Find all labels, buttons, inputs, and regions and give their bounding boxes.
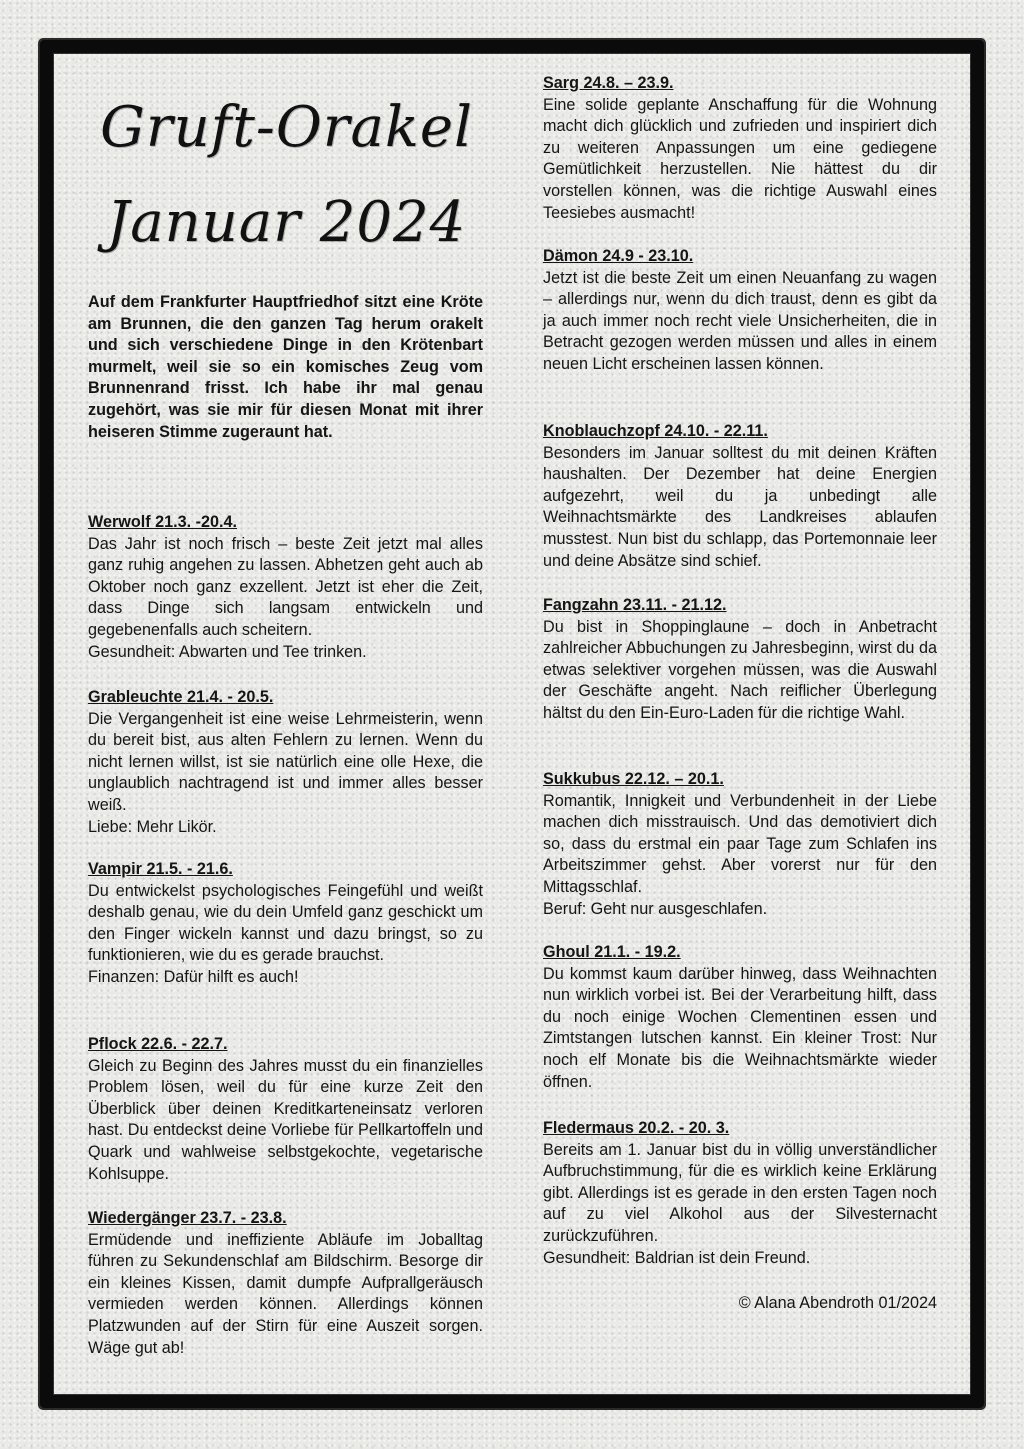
horoscope-sarg (543, 73, 937, 224)
horoscope-daemon (543, 246, 937, 376)
section-text: Besonders im Januar solltest du mit deinen Kräften haushalten. Der Dezember hat deine Energien aufgezehrt, weil du ja unbedingt alle Weihnachtsmärkte des Landkreises ablaufen musstest. Nun bist du schlapp, das Portemonnaie leer und deine Absätze sind schief. (543, 443, 937, 570)
section-heading: Werwolf 21.3. -20.4. (88, 513, 238, 531)
horoscope-werwolf (88, 512, 483, 663)
section-heading: Sukkubus 22.12. – 20.1. (543, 770, 724, 788)
title-line-1: Gruft-Orakel (100, 95, 473, 160)
section-heading: Wiedergänger 23.7. - 23.8. (88, 1209, 287, 1227)
horoscope-vampir (88, 859, 483, 989)
horoscope-pflock (88, 1034, 483, 1185)
title-line-2: Januar 2024 (106, 190, 467, 255)
horoscope-fangzahn (543, 595, 937, 725)
horoscope-ghoul (543, 942, 937, 1093)
section-heading: Ghoul 21.1. - 19.2. (543, 943, 681, 961)
section-heading: Vampir 21.5. - 21.6. (88, 860, 233, 878)
horoscope-fledermaus (543, 1118, 937, 1269)
section-heading: Sarg 24.8. – 23.9. (543, 74, 674, 92)
section-heading: Grableuchte 21.4. - 20.5. (88, 688, 274, 706)
section-text: Du entwickelst psychologisches Feingefühl und weißt deshalb genau, wie du dein Umfeld ganz geschickt um den Finger wickeln kannst und dazu bringst, so zu funktionieren, wie du es gerade brauchst. (88, 881, 483, 965)
horoscope-grableuchte (88, 687, 483, 838)
section-extra: Gesundheit: Abwarten und Tee trinken. (88, 642, 367, 661)
intro-text: Auf dem Frankfurter Hauptfriedhof sitzt eine Kröte am Brunnen, die den ganzen Tag herum orakelt und sich verschiedene Dinge in den Krötenbart murmelt, weil sie so ein komisches Zeug vom Brunnenrand frisst. Ich habe ihr mal genau zugehört, was sie mir für diesen Monat mit ihrer heiseren Stimme zugeraunt hat. (88, 293, 483, 441)
section-heading: Fangzahn 23.11. - 21.12. (543, 596, 727, 614)
section-text: Romantik, Innigkeit und Verbundenheit in der Liebe machen dich misstrauisch. Und das demotiviert dich so, dass du erstmal ein paar Tage zum Schlafen ins Arbeitszimmer gehst. Aber vorerst nur für den Mittagsschlaf. (543, 791, 937, 896)
section-text: Du kommst kaum darüber hinweg, dass Weihnachten nun wirklich vorbei ist. Bei der Verarbeitung hilft, dass du noch einige Wochen Clementinen essen und Zimtstangen lutschen kannst. Ein kleiner Trost: Nur noch elf Monate bis die Weihnachtsmärkte wieder öffnen. (543, 964, 937, 1091)
section-text: Das Jahr ist noch frisch – beste Zeit jetzt mal alles ganz ruhig angehen zu lassen. Abhetzen geht auch ab Oktober noch ganz exzellent. Jetzt ist eher die Zeit, dass Dinge sich langsam entwickeln und gegebenenfalls auch scheitern. (88, 534, 483, 639)
section-text: Ermüdende und ineffiziente Abläufe im Joballtag führen zu Sekundenschlaf am Bildschirm. Besorge dir ein kleines Kissen, damit dumpfe Aufprallgeräusch vermieden werden können. Allerdings können Platzwunden auf der Stirn für eine Auszeit sorgen. Wäge gut ab! (88, 1230, 483, 1357)
section-extra: Gesundheit: Baldrian ist dein Freund. (543, 1248, 811, 1267)
horoscope-wiedergaenger (88, 1208, 483, 1359)
section-extra: Finanzen: Dafür hilft es auch! (88, 967, 299, 986)
section-extra: Liebe: Mehr Likör. (88, 817, 217, 836)
horoscope-knoblauchzopf (543, 421, 937, 572)
horoscope-sukkubus (543, 769, 937, 920)
section-text: Du bist in Shoppinglaune – doch in Anbetracht zahlreicher Abbuchungen zu Jahresbeginn, wirst du da etwas selektiver vorgehen müssen, was die Auswahl der Geschäfte angeht. Nach reiflicher Überlegung hältst du den Ein-Euro-Laden für die richtige Wahl. (543, 617, 937, 722)
section-text: Jetzt ist die beste Zeit um einen Neuanfang zu wagen – allerdings nur, wenn du dich traust, denn es gibt da ja auch immer noch recht viele Unsicherheiten, die in Betracht gezogen werden müssen und alles in einem neuen Licht erscheinen lassen können. (543, 268, 937, 373)
section-heading: Dämon 24.9 - 23.10. (543, 247, 694, 265)
section-extra: Beruf: Geht nur ausgeschlafen. (543, 899, 768, 918)
section-heading: Pflock 22.6. - 22.7. (88, 1035, 228, 1053)
section-text: Bereits am 1. Januar bist du in völlig unverständlicher Aufbruchstimmung, für die es wirklich keine Erklärung gibt. Allerdings ist es gerade in den ersten Tagen noch auf zu viel Alkohol aus der Silvesternacht zurückzuführen. (543, 1140, 937, 1245)
copyright-notice: © Alana Abendroth 01/2024 (738, 1294, 937, 1312)
section-text: Die Vergangenheit ist eine weise Lehrmeisterin, wenn du bereit bist, aus alten Fehlern zu lernen. Wenn du nicht lernen willst, ist sie natürlich eine olle Hexe, die unglaublich nachtragend ist und immer alles besser weiß. (88, 709, 483, 814)
section-text: Eine solide geplante Anschaffung für die Wohnung macht dich glücklich und zufrieden und inspiriert dich zu weiteren Anpassungen um eine gediegene Gemütlichkeit herzustellen. Nie hättest du dir vorstellen können, was die richtige Auswahl eines Teesiebes ausmacht! (543, 95, 937, 222)
section-text: Gleich zu Beginn des Jahres musst du ein finanzielles Problem lösen, weil du für eine kurze Zeit den Überblick über deinen Kreditkarteneinsatz verloren hast. Du entdeckst deine Vorliebe für Pellkartoffeln und Quark und wahlweise selbstgekochte, vegetarische Kohlsuppe. (88, 1056, 483, 1183)
section-heading: Knoblauchzopf 24.10. - 22.11. (543, 422, 768, 440)
section-heading: Fledermaus 20.2. - 20. 3. (543, 1119, 730, 1137)
